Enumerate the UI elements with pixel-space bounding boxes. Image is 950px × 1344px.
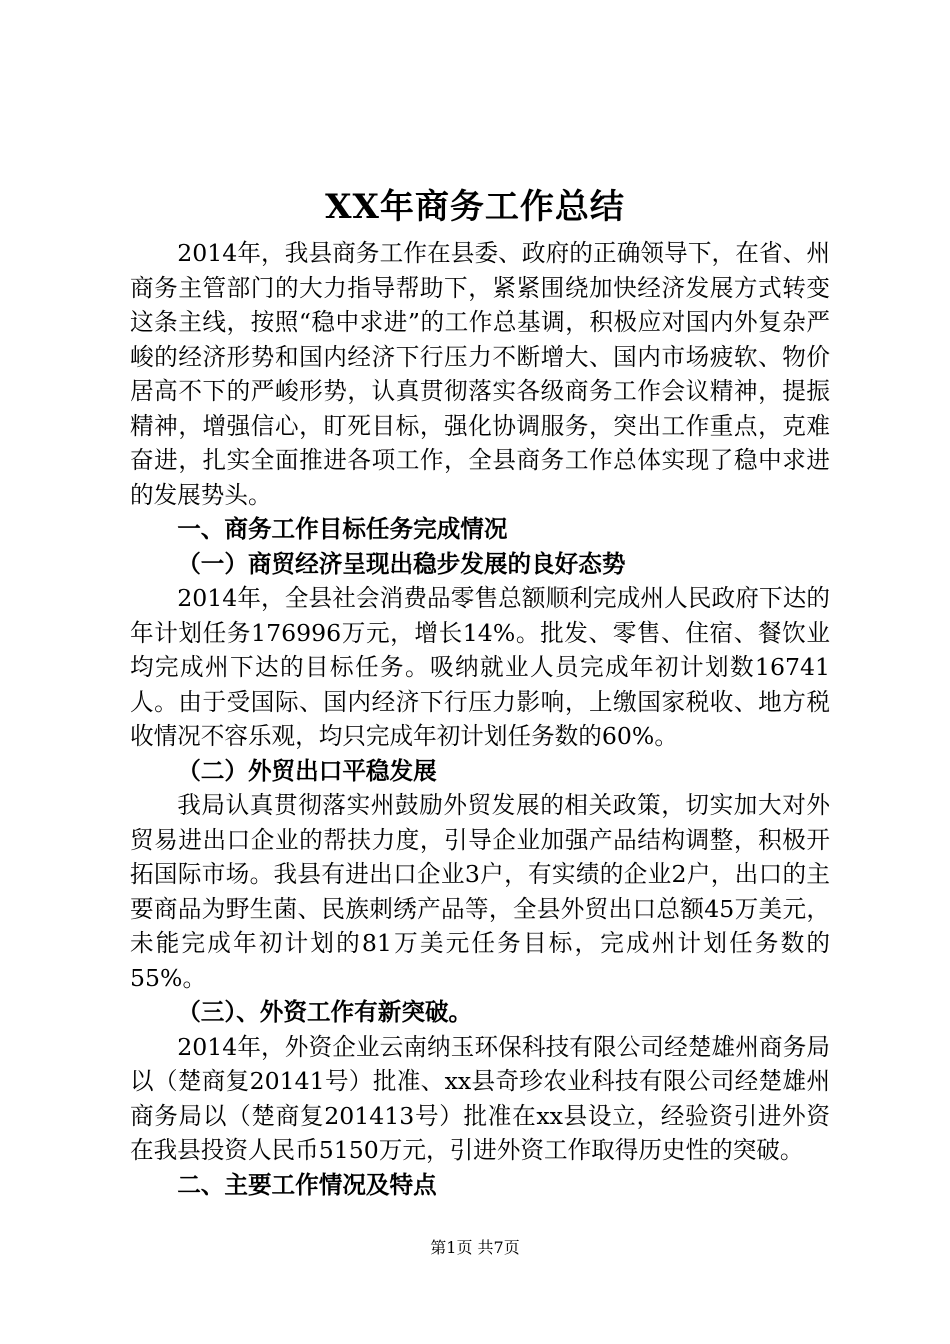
section-heading-2: 二、主要工作情况及特点	[177, 1170, 437, 1199]
paragraph-foreign-trade: 我局认真贯彻落实州鼓励外贸发展的相关政策，切实加大对外贸易进出口企业的帮扶力度，引导企业加强产品结构调整，积极开拓国际市场。我县有进出口企业3户，有实绩的企业2户，出口的主要商品为野生菌、民族刺绣产品等，全县外贸出口总额45万美元，未能完成年初计划的81万美元任务目标，完成州计划任务数的55%。	[130, 791, 830, 992]
subsection-heading-3: （三）、外资工作有新突破。	[177, 998, 473, 1026]
paragraph-foreign-investment: 2014年，外资企业云南纳玉环保科技有限公司经楚雄州商务局以（楚商复20141号）批准、xx县奇珍农业科技有限公司经楚雄州商务局以（楚商复201413号）批准在xx县设立，经验资引进外资在我县投资人民币5150万元，引进外资工作取得历史性的突破。	[130, 1032, 830, 1164]
page-indicator: 第1页 共7页	[430, 1238, 520, 1257]
section-heading-1: 一、商务工作目标任务完成情况	[177, 515, 508, 543]
subsection-heading-1: （一）商贸经济呈现出稳步发展的良好态势	[177, 549, 626, 578]
paragraph-commerce: 2014年，全县社会消费品零售总额顺利完成州人民政府下达的年计划任务176996万元，增长14%。批发、零售、住宿、餐饮业均完成州下达的目标任务。吸纳就业人员完成年初计划数16741人。由于受国际、国内经济下行压力影响，上缴国家税收、地方税收情况不容乐观，均只完成年初计划任务数的60%。	[130, 584, 830, 750]
subsection-heading-2: （二）外贸出口平稳发展	[177, 756, 437, 785]
intro-paragraph: 2014年，我县商务工作在县委、政府的正确领导下，在省、州商务主管部门的大力指导帮助下，紧紧围绕加快经济发展方式转变这条主线，按照“稳中求进”的工作总基调，积极应对国内外复杂严峻的经济形势和国内经济下行压力不断增大、国内市场疲软、物价居高不下的严峻形势，认真贯彻落实各级商务工作会议精神，提振精神，增强信心，盯死目标，强化协调服务，突出工作重点，克难奋进，扎实全面推进各项工作，全县商务工作总体实现了稳中求进的发展势头。	[130, 239, 830, 509]
document-title: XX年商务工作总结	[325, 187, 625, 227]
document-body	[130, 236, 830, 1202]
